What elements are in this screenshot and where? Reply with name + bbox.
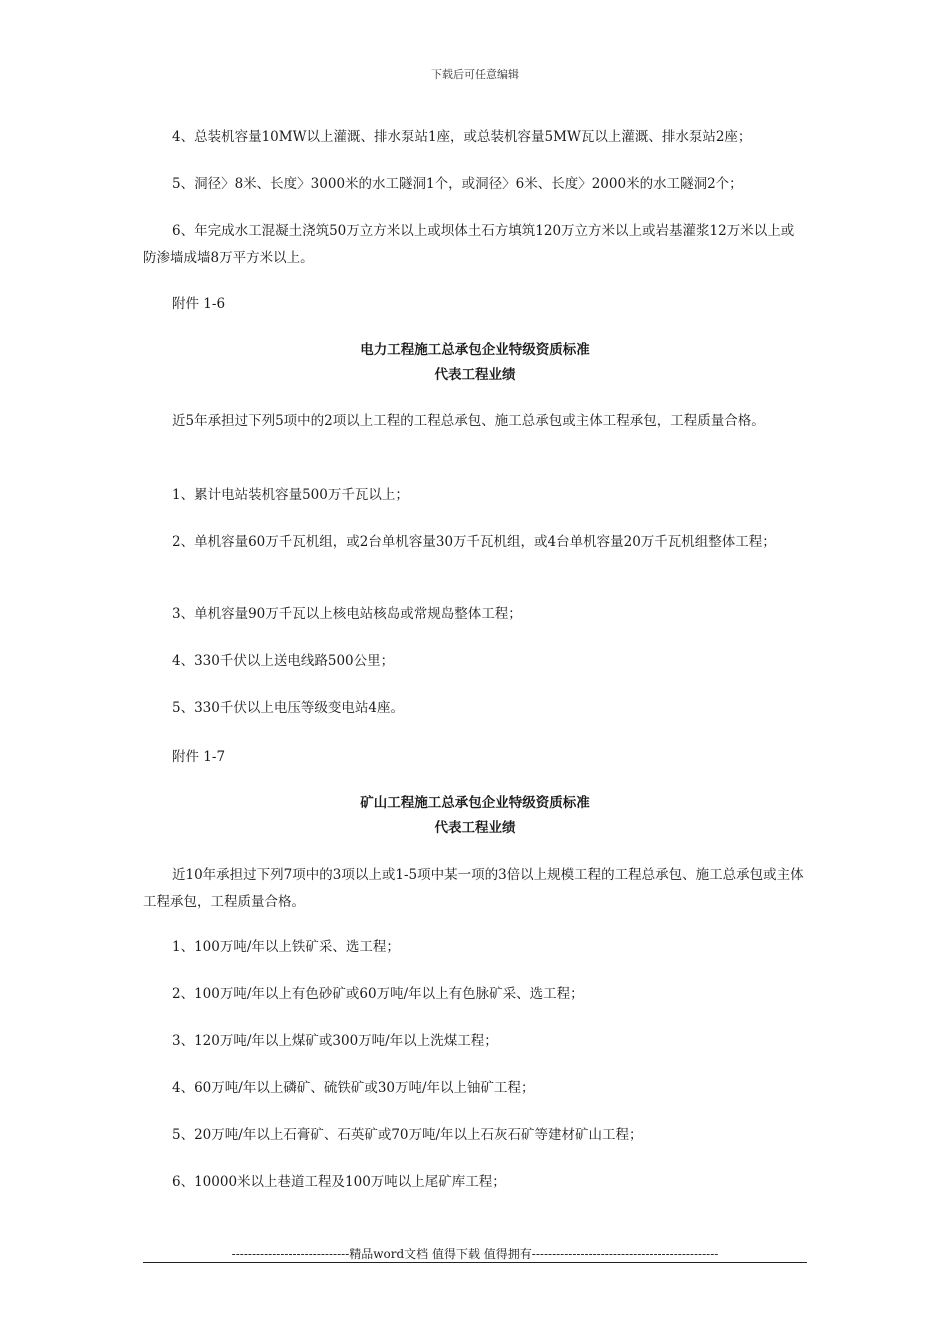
- section-title-mining: 矿山工程施工总承包企业特级资质标准: [360, 795, 590, 811]
- list-item: 5、20万吨/年以上石膏矿、石英矿或70万吨/年以上石灰石矿等建材矿山工程；: [172, 1127, 643, 1143]
- page-footer: -----------------------------精品word文档 值得下载 值得拥有----------------------------------------------: [231, 1247, 719, 1261]
- section-intro-mining: 近10年承担过下列7项中的3项以上或1-5项中某一项的3倍以上规模工程的工程总承包、施工总承包或主体工程承包，工程质量合格。: [143, 867, 804, 910]
- list-item: 6、10000米以上巷道工程及100万吨以上尾矿库工程；: [172, 1174, 506, 1190]
- attachment-label-1-7: 附件 1-7: [172, 749, 226, 765]
- list-item: 2、100万吨/年以上有色砂矿或60万吨/年以上有色脉矿采、选工程；: [172, 986, 584, 1002]
- list-item: 4、330千伏以上送电线路500公里；: [172, 653, 395, 669]
- paragraph-item-6: 6、年完成水工混凝土浇筑50万立方米以上或坝体土石方填筑120万立方米以上或岩基灌浆12万米以上或防渗墙成墙8万平方米以上。: [143, 223, 795, 266]
- section-title-power: 电力工程施工总承包企业特级资质标准: [360, 342, 590, 358]
- paragraph-item-4: 4、总装机容量10MW以上灌溉、排水泵站1座，或总装机容量5MW瓦以上灌溉、排水泵站2座；: [172, 129, 752, 145]
- list-item: 3、单机容量90万千瓦以上核电站核岛或常规岛整体工程；: [172, 606, 522, 622]
- footer-rule: [143, 1262, 807, 1263]
- section-intro-power: 近5年承担过下列5项中的2项以上工程的工程总承包、施工总承包或主体工程承包，工程质量合格。: [172, 413, 765, 429]
- paragraph-item-5: 5、洞径〉8米、长度〉3000米的水工隧洞1个，或洞径〉6米、长度〉2000米的水工隧洞2个；: [172, 176, 743, 192]
- section-subtitle-mining: 代表工程业绩: [434, 820, 516, 836]
- attachment-label-1-6: 附件 1-6: [172, 296, 226, 312]
- list-item: 1、100万吨/年以上铁矿采、选工程；: [172, 939, 400, 955]
- section-subtitle-power: 代表工程业绩: [434, 367, 516, 383]
- list-item: 5、330千伏以上电压等级变电站4座。: [172, 700, 404, 716]
- list-item: 2、单机容量60万千瓦机组，或2台单机容量30万千瓦机组，或4台单机容量20万千瓦机组整体工程；: [172, 534, 776, 550]
- list-item: 1、累计电站装机容量500万千瓦以上；: [172, 487, 409, 503]
- page-header: 下载后可任意编辑: [431, 68, 519, 81]
- list-item: 3、120万吨/年以上煤矿或300万吨/年以上洗煤工程；: [172, 1033, 498, 1049]
- list-item: 4、60万吨/年以上磷矿、硫铁矿或30万吨/年以上铀矿工程；: [172, 1080, 535, 1096]
